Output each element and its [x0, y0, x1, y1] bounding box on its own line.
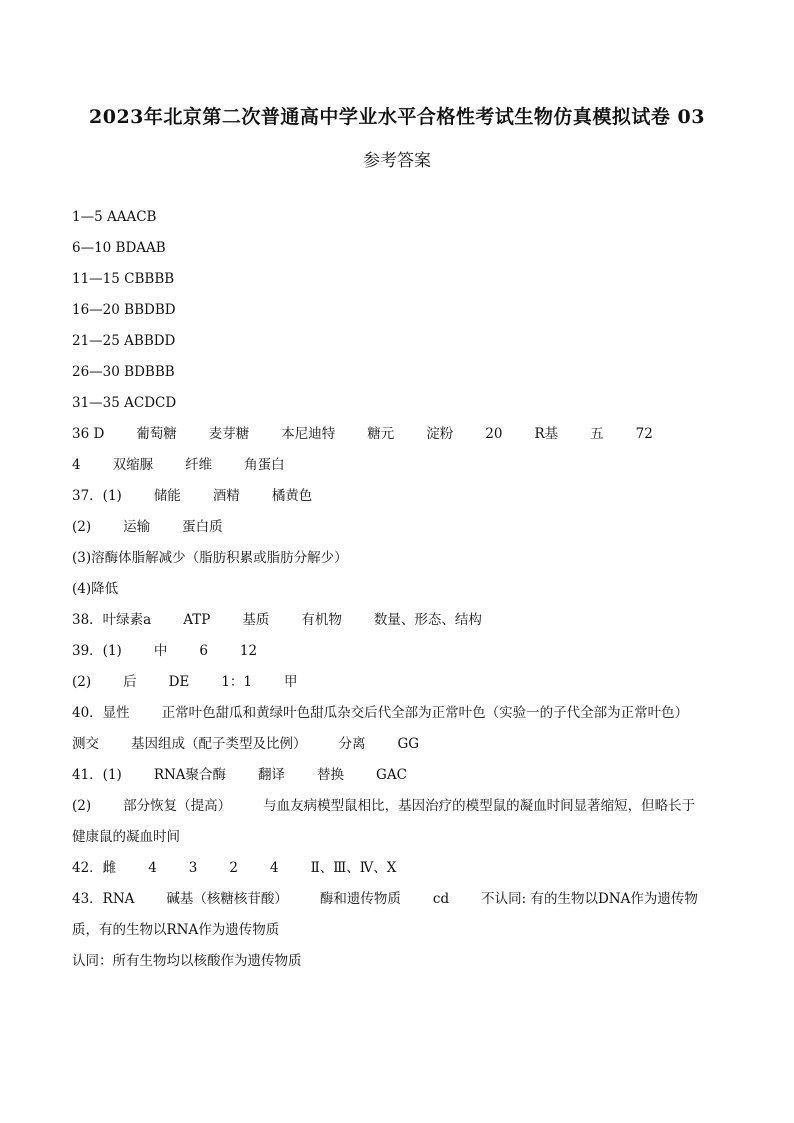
answer-segment: 与血友病模型鼠相比，基因治疗的模型鼠的凝血时间显著缩短，但略长于	[263, 798, 696, 814]
answer-segment: 分离	[338, 736, 366, 752]
answer-segment: 淀粉	[426, 426, 454, 442]
answer-segment: 31—35 ACDCD	[72, 395, 177, 411]
answer-segment: 不认同: 有的生物以DNA作为遗传物	[481, 891, 698, 907]
answer-segment: cd	[432, 891, 450, 907]
answer-segment: 36 D	[72, 426, 105, 442]
answer-segment: RNA聚合酶	[153, 767, 227, 783]
answer-segment: (2)	[72, 798, 92, 814]
answer-line-q37-2	[72, 516, 732, 547]
answer-line-q38	[72, 609, 732, 640]
answer-segment: 运输	[123, 519, 151, 535]
answer-segment: 40．显性	[72, 705, 130, 721]
answer-line-q6-10	[72, 237, 732, 268]
answer-segment: DE	[168, 674, 190, 690]
answer-segment: 1：1	[221, 674, 252, 690]
answer-segment: 翻译	[258, 767, 286, 783]
answer-segment: 中	[153, 643, 168, 659]
answer-segment: 部分恢复（提高）	[123, 798, 232, 814]
answer-segment: 糖元	[367, 426, 395, 442]
answer-segment: 健康鼠的凝血时间	[72, 829, 180, 845]
answer-line-q40	[72, 702, 732, 733]
answer-segment: 正常叶色甜瓜和黄绿叶色甜瓜杂交后代全部为正常叶色（实验一的子代全部为正常叶色）	[161, 705, 689, 721]
answer-list	[72, 206, 732, 981]
answer-segment: 37．(1)	[72, 488, 122, 504]
answer-segment: 4	[148, 860, 157, 876]
answer-segment: 葡萄糖	[136, 426, 177, 442]
answer-line-q39-1	[72, 640, 732, 671]
answer-segment: (4)降低	[72, 581, 119, 597]
document-title: 2023年北京第二次普通高中学业水平合格性考试生物仿真模拟试卷 03	[89, 106, 705, 128]
answer-segment: 基因组成（配子类型及比例）	[131, 736, 307, 752]
answer-line-q42	[72, 857, 732, 888]
answer-segment: 质，有的生物以RNA作为遗传物质	[72, 922, 280, 938]
answer-segment: 1—5 AAACB	[72, 209, 157, 225]
answer-line-q36-cont	[72, 454, 732, 485]
answer-segment: R基	[534, 426, 559, 442]
answer-segment: 41．(1)	[72, 767, 122, 783]
answer-segment: 4	[269, 860, 279, 876]
answer-segment: 认同：所有生物均以核酸作为遗传物质	[72, 953, 302, 969]
answer-line-q37-1	[72, 485, 732, 516]
answer-segment: 测交	[72, 736, 99, 752]
answer-segment: 储能	[153, 488, 181, 504]
answer-segment: 纤维	[185, 457, 213, 473]
answer-segment: 角蛋白	[244, 457, 285, 473]
answer-segment: 26—30 BDBBB	[72, 364, 175, 380]
answer-line-q43-cont	[72, 919, 732, 950]
answer-line-q43	[72, 888, 732, 919]
answer-segment: 双缩脲	[112, 457, 154, 473]
answer-segment: 五	[590, 426, 604, 442]
answer-segment: 12	[239, 643, 258, 659]
answer-segment: 6	[199, 643, 208, 659]
answer-segment: 蛋白质	[182, 519, 223, 535]
answer-line-q39-2	[72, 671, 732, 702]
answer-segment: 42．雌	[72, 860, 117, 876]
answer-segment: GAC	[376, 767, 407, 783]
answer-segment: ATP	[183, 612, 211, 628]
answer-line-q1-5	[72, 206, 732, 237]
answer-segment: 有机物	[301, 612, 342, 628]
answer-line-q26-30	[72, 361, 732, 392]
answer-segment: 11—15 CBBBB	[72, 271, 175, 287]
answer-segment: 碱基（核糖核苷酸）	[166, 891, 288, 907]
answer-segment: GG	[397, 736, 420, 752]
answer-segment: 橘黄色	[271, 488, 313, 504]
answer-segment: 本尼迪特	[281, 426, 336, 442]
answer-line-q41-2	[72, 795, 732, 826]
answer-segment: 39．(1)	[72, 643, 122, 659]
answer-segment: 21—25 ABBDD	[72, 333, 176, 349]
answer-line-q40-cont	[72, 733, 732, 764]
answer-line-q37-3	[72, 547, 732, 578]
answer-segment: 基质	[242, 612, 270, 628]
answer-segment: 38．叶绿素a	[72, 612, 152, 628]
answer-segment: 甲	[284, 674, 298, 690]
answer-segment: 后	[123, 674, 137, 690]
answer-segment: Ⅱ、Ⅲ、Ⅳ、X	[310, 860, 397, 876]
answer-segment: 数量、形态、结构	[373, 612, 482, 628]
answer-segment: (2)	[72, 674, 92, 690]
answer-segment: 替换	[317, 767, 345, 783]
answer-segment: 43．RNA	[72, 891, 135, 907]
answer-line-q37-4	[72, 578, 732, 609]
answer-line-q41-1	[72, 764, 732, 795]
answer-line-q43-cont2	[72, 950, 732, 981]
answer-segment: 酶和遗传物质	[319, 891, 401, 907]
answer-segment: 16—20 BBDBD	[72, 302, 176, 318]
answer-segment: 2	[229, 860, 238, 876]
answer-segment: 72	[635, 426, 653, 442]
answer-segment: 20	[485, 426, 503, 442]
answer-segment: (3)溶酶体脂解减少（脂肪积累或脂肪分解少）	[72, 550, 348, 566]
answer-line-q21-25	[72, 330, 732, 361]
answer-line-q31-35	[72, 392, 732, 423]
answer-segment: 3	[188, 860, 198, 876]
answer-line-q16-20	[72, 299, 732, 330]
answer-line-q11-15	[72, 268, 732, 299]
document-subtitle: 参考答案	[363, 151, 431, 171]
answer-segment: 麦芽糖	[208, 426, 250, 442]
answer-segment: 6—10 BDAAB	[72, 240, 166, 256]
answer-segment: 酒精	[212, 488, 240, 504]
answer-segment: (2)	[72, 519, 92, 535]
answer-line-q41-2-cont	[72, 826, 732, 857]
answer-segment: 4	[72, 457, 81, 473]
answer-line-q36	[72, 423, 732, 454]
